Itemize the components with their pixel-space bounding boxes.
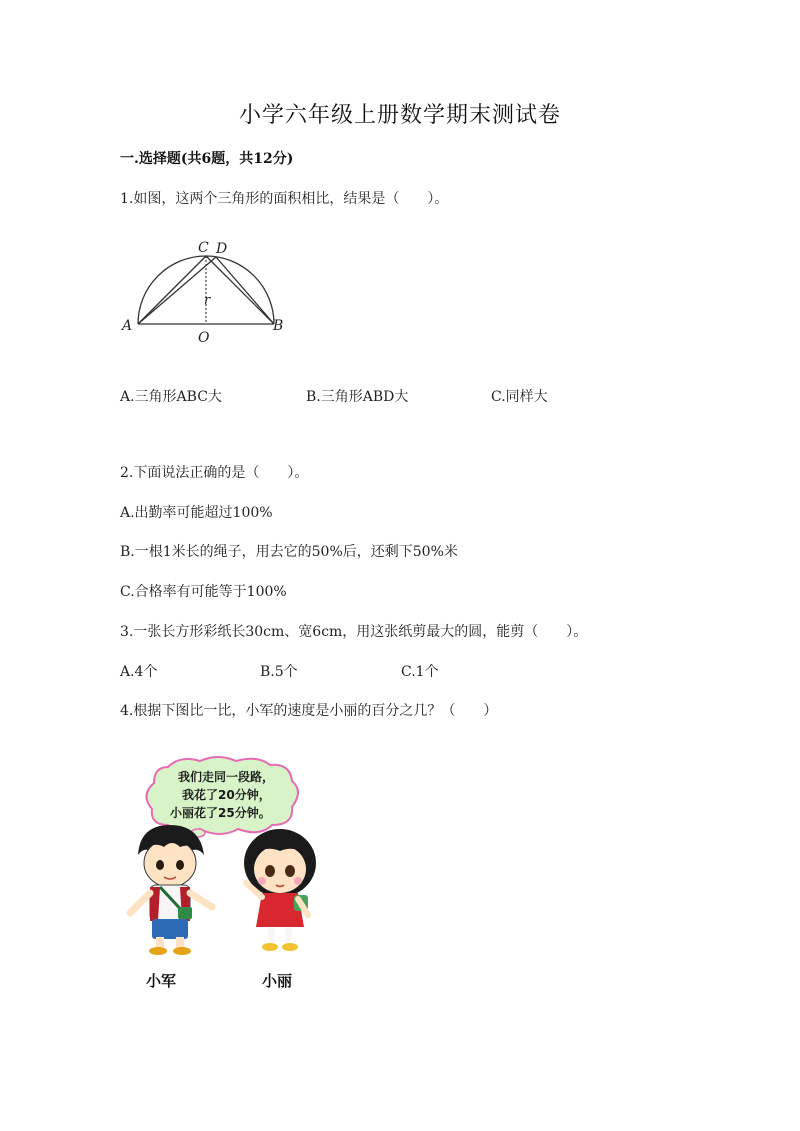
q1-option-b: B.三角形ABD大 [306, 389, 409, 405]
segment-ad [138, 257, 216, 324]
label-r: r [204, 293, 211, 308]
q2-option-b: B.一根1米长的绳子，用去它的50%后，还剩下50%米 [120, 544, 458, 560]
label-d: D [216, 241, 228, 257]
q3-option-a: A.4个 [120, 664, 158, 680]
girl-name-label: 小丽 [262, 972, 293, 990]
label-o: O [198, 330, 210, 346]
girl-figure [244, 829, 316, 951]
boy-name-label: 小军 [146, 972, 177, 990]
label-b: B [273, 318, 284, 334]
boy-shorts [152, 919, 188, 939]
boy-face [144, 839, 196, 887]
question-3-stem: 3.一张长方形彩纸长30cm、宽6cm，用这张纸剪最大的圆，能剪（ ）。 [120, 624, 588, 640]
q1-option-c: C.同样大 [491, 389, 548, 405]
bubble-line-3: 小丽花了25分钟。 [170, 806, 271, 820]
q3-option-b: B.5个 [260, 664, 298, 680]
segment-cb [206, 256, 274, 324]
question-4-stem: 4.根据下图比一比，小军的速度是小丽的百分之几？（ ） [120, 703, 498, 719]
semicircle-figure [118, 238, 298, 348]
bubble-line-1: 我们走同一段路， [178, 770, 275, 784]
q1-option-a: A.三角形ABC大 [120, 389, 222, 405]
question-1-stem: 1.如图，这两个三角形的面积相比，结果是（ ）。 [120, 191, 449, 207]
section-heading: 一.选择题(共6题，共12分) [120, 151, 294, 167]
boy-figure [130, 825, 212, 955]
segment-ac [138, 256, 206, 324]
page-title: 小学六年级上册数学期末测试卷 [238, 103, 561, 128]
question-2-stem: 2.下面说法正确的是（ ）。 [120, 465, 309, 481]
label-c: C [198, 240, 209, 256]
label-a: A [122, 318, 133, 334]
cartoon-illustration [120, 755, 340, 955]
q3-option-c: C.1个 [401, 664, 439, 680]
q2-option-c: C.合格率有可能等于100% [120, 584, 287, 600]
bubble-line-2: 我花了20分钟， [182, 788, 271, 802]
q2-option-a: A.出勤率可能超过100% [120, 505, 273, 521]
